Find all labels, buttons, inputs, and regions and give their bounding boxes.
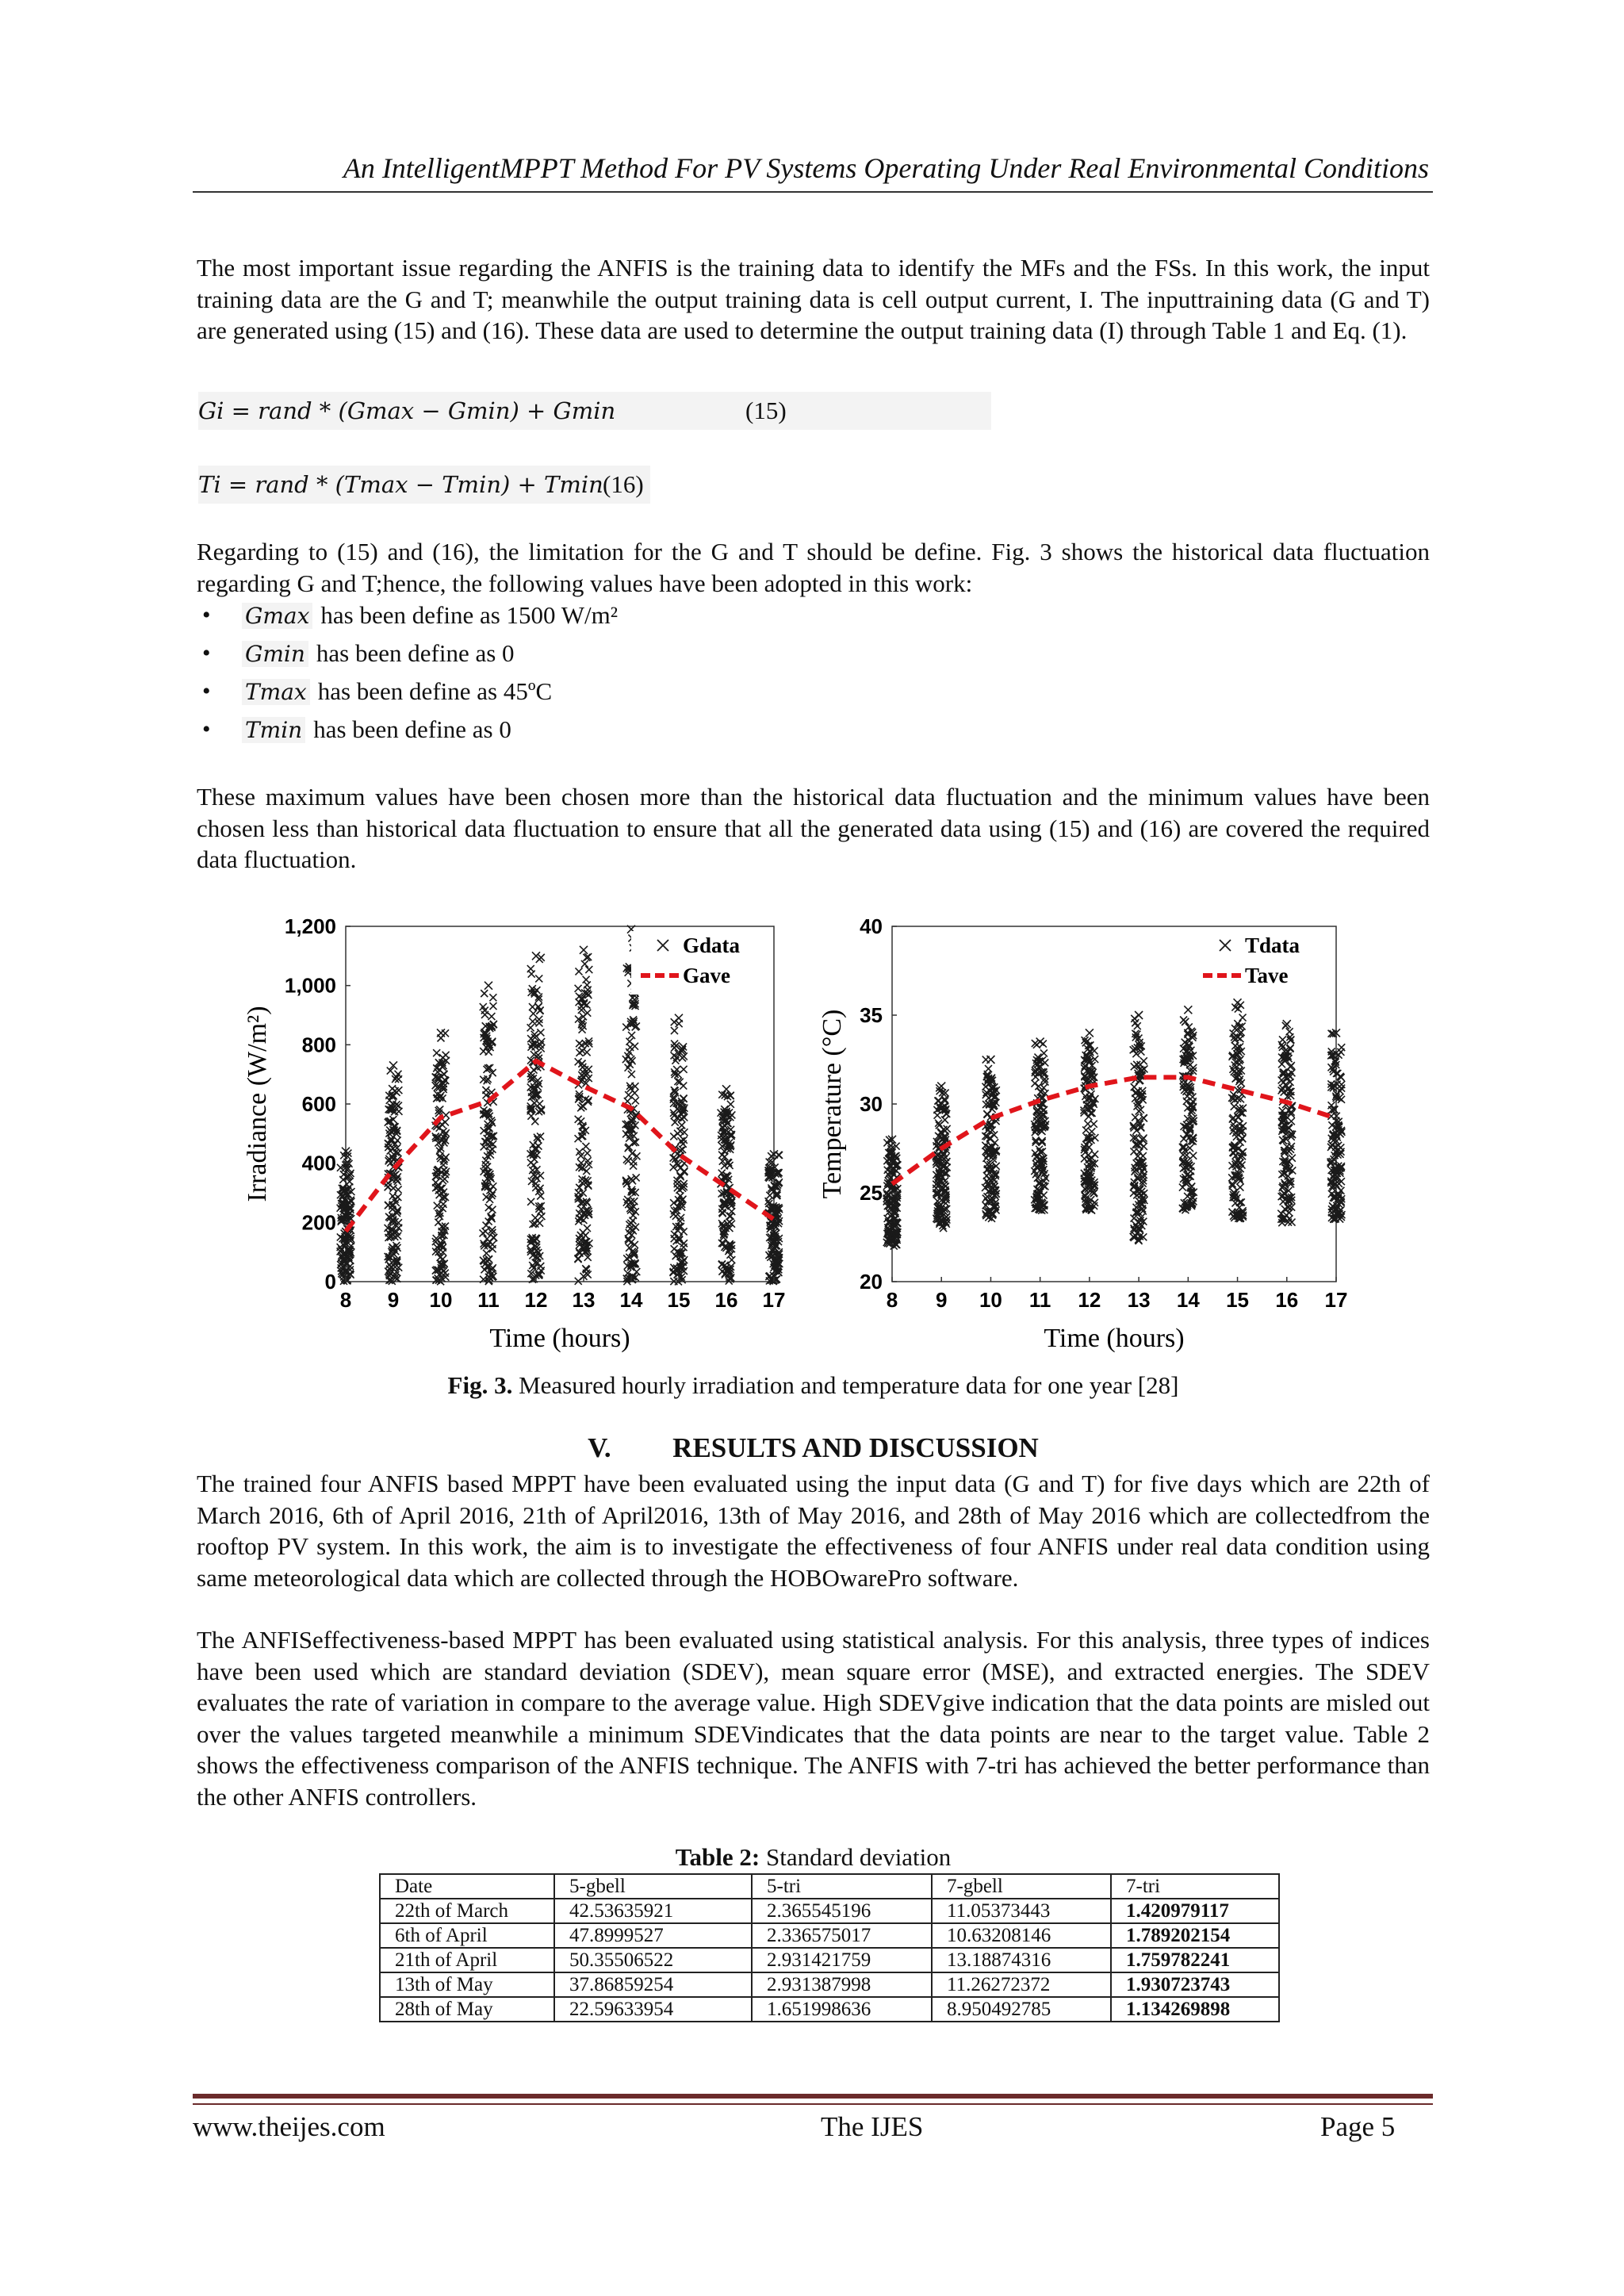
bullet-gmax-var: Gmax [242, 603, 312, 629]
table-cell: 2.336575017 [752, 1923, 932, 1948]
data-point-marker [678, 1121, 685, 1129]
data-point-marker [582, 1143, 589, 1150]
table-cell-best: 1.930723743 [1111, 1972, 1279, 1997]
paragraph-training-data: The most important issue regarding the ANFIS is the training data to identify the MFs and the FSs. In this work, the input training data are the G and T; meanwhile the output training data is cell output current, I. The inputtraining data (G and T) are generated using (15) and (16). These data are used to determine the output training data (I) through Table 1 and Eq. (1). [197, 254, 1430, 344]
data-point-marker [535, 1016, 542, 1023]
x-tick-label: 12 [1078, 1288, 1101, 1312]
figure-caption-label: Fig. 3. [447, 1371, 513, 1399]
y-tick-label: 30 [860, 1092, 883, 1116]
bullet-tmin-text: has been define as 0 [313, 715, 511, 743]
data-point-marker [625, 1064, 632, 1071]
x-tick-label: 9 [935, 1288, 948, 1312]
data-point-marker [488, 1013, 495, 1020]
footer-rule-thin [193, 2103, 1433, 2105]
data-point-marker [575, 1116, 582, 1123]
data-point-marker [1328, 1102, 1335, 1109]
footer-page-number: Page 5 [1320, 2111, 1396, 2142]
footer-website[interactable]: www.theijes.com [193, 2111, 385, 2142]
data-point-marker [538, 1213, 545, 1220]
table-header-5-gbell: 5-gbell [554, 1874, 752, 1899]
table-cell-date: 13th of May [380, 1972, 554, 1997]
data-point-marker [576, 1049, 583, 1056]
data-point-marker [680, 1114, 688, 1121]
table-cell: 42.53635921 [554, 1899, 752, 1923]
x-tick-label: 13 [572, 1288, 596, 1312]
data-point-marker [433, 1049, 440, 1056]
y-tick-label: 1,000 [284, 973, 336, 998]
data-point-marker [671, 1087, 678, 1094]
section-number: V. [588, 1432, 611, 1463]
paragraph-max-min-values: These maximum values have been chosen more than the historical data fluctuation and the minimum values have been chosen less than historical data fluctuation to ensure that all the generated data using (15) and (16) are covered the required data fluctuation. [197, 783, 1430, 873]
data-point-marker [628, 1032, 635, 1039]
average-line-tave [892, 1077, 1336, 1183]
legend-label-average: Gave [683, 964, 730, 987]
footer-journal: The IJES [821, 2111, 924, 2142]
x-tick-label: 16 [714, 1288, 738, 1312]
data-point-marker [481, 990, 488, 997]
data-point-marker [632, 1224, 639, 1231]
table-row [380, 1899, 1279, 1923]
data-point-marker [1230, 1091, 1237, 1098]
legend-label-data: Tdata [1245, 933, 1300, 957]
legend-label-data: Gdata [683, 933, 741, 957]
figure-caption-text: Measured hourly irradiation and temperature data for one year [28] [519, 1371, 1179, 1399]
x-tick-label: 16 [1275, 1288, 1299, 1312]
table-cell: 37.86859254 [554, 1972, 752, 1997]
header-rule [193, 191, 1433, 193]
data-point-marker [529, 1003, 536, 1010]
data-point-marker [1288, 1117, 1295, 1125]
data-point-marker [536, 1100, 543, 1107]
y-tick-label: 1,200 [284, 914, 336, 938]
x-tick-label: 8 [339, 1288, 352, 1312]
data-point-marker [1184, 1104, 1191, 1111]
data-point-marker [1039, 1139, 1046, 1146]
data-point-marker [1084, 1121, 1091, 1128]
data-point-marker [671, 1027, 678, 1034]
data-point-marker [1082, 1126, 1090, 1133]
data-point-marker [442, 1118, 449, 1125]
data-point-marker [1283, 1212, 1290, 1219]
table-cell-date: 22th of March [380, 1899, 554, 1923]
data-point-marker [628, 1071, 635, 1078]
data-point-marker [575, 968, 582, 975]
data-point-marker [1280, 1079, 1287, 1086]
x-tick-label: 15 [667, 1288, 691, 1312]
data-point-marker [489, 1002, 496, 1010]
x-tick-label: 8 [886, 1288, 898, 1312]
table-cell-date: 6th of April [380, 1923, 554, 1948]
data-point-marker [531, 1117, 538, 1125]
bullet-gmin-var: Gmin [242, 641, 308, 667]
bullet-tmin-var: Tmin [242, 717, 305, 743]
x-tick-label: 15 [1226, 1288, 1250, 1312]
table-header-5-tri: 5-tri [752, 1874, 932, 1899]
table-cell: 2.931421759 [752, 1948, 932, 1972]
data-point-marker [632, 1097, 639, 1104]
bullet-tmax-text: has been define as 45ºC [317, 677, 553, 705]
bullet-gmax [202, 596, 1392, 634]
table-cell-best: 1.789202154 [1111, 1923, 1279, 1948]
data-point-marker [1131, 1083, 1138, 1091]
data-point-marker [1089, 1110, 1096, 1117]
equation-16 [198, 466, 650, 504]
y-tick-label: 400 [301, 1151, 336, 1175]
section-title: RESULTS AND DISCUSSION [672, 1432, 1039, 1463]
data-point-marker [1135, 1011, 1143, 1019]
data-point-marker [1189, 1152, 1197, 1159]
data-point-marker [481, 1266, 488, 1273]
table-header-7-gbell: 7-gbell [932, 1874, 1111, 1899]
table-cell: 22.59633954 [554, 1997, 752, 2022]
data-points-tdata [883, 999, 1346, 1249]
data-point-marker [527, 1198, 534, 1205]
y-axis-label: Irradiance (W/m²) [243, 1006, 272, 1202]
table-cell: 11.26272372 [932, 1972, 1111, 1997]
data-point-marker [527, 1113, 534, 1120]
data-point-marker [481, 1011, 488, 1018]
data-point-marker [490, 1234, 497, 1241]
data-point-marker [986, 1056, 994, 1064]
data-point-marker [934, 1098, 941, 1105]
data-point-marker [536, 1220, 543, 1227]
y-tick-label: 35 [860, 1003, 883, 1027]
x-tick-label: 14 [1176, 1288, 1200, 1312]
table-caption-label: Table 2: [675, 1843, 760, 1871]
data-point-marker [1236, 1184, 1243, 1191]
table-cell-date: 21th of April [380, 1948, 554, 1972]
data-point-marker [484, 1163, 491, 1171]
data-point-marker [437, 1029, 445, 1037]
x-tick-label: 14 [619, 1288, 643, 1312]
paragraph-evaluation-days: The trained four ANFIS based MPPT have been evaluated using the input data (G and T) for five days which are 22th of March 2016, 6th of April 2016, 21th of April2016, 13th of May 2016, and 28th of May 2016 which are collectedfrom the rooftop PV system. In this work, the aim is to investigate the effectiveness of four ANFIS under real data condition using same meteorological data which are collected through the HOBOwarePro software. [197, 1470, 1430, 1592]
table-cell-best: 1.420979117 [1111, 1899, 1279, 1923]
equation-15-formula: Gi = rand * (Gmax − Gmin) + Gmin [198, 397, 616, 424]
data-point-marker [727, 1101, 734, 1108]
data-point-marker [1289, 1155, 1296, 1162]
data-point-marker [581, 960, 588, 968]
irradiance-chart [238, 904, 793, 1356]
x-tick-label: 10 [429, 1288, 453, 1312]
data-point-marker [584, 1150, 591, 1157]
footer-rule-thick [193, 2094, 1433, 2099]
average-line-gave [346, 1061, 774, 1232]
data-point-marker [1086, 1029, 1094, 1037]
data-point-marker [575, 1255, 582, 1263]
bullet-gmin-text: has been define as 0 [316, 639, 515, 667]
table-cell: 2.931387998 [752, 1972, 932, 1997]
running-header-title: An IntelligentMPPT Method For PV Systems Operating Under Real Environmental Conditions [343, 152, 1429, 184]
data-point-marker [489, 1245, 496, 1252]
data-point-marker [527, 1024, 534, 1031]
data-point-marker [482, 1228, 489, 1235]
equation-15 [198, 392, 991, 430]
data-point-marker [1140, 1143, 1147, 1150]
data-point-marker [680, 1083, 687, 1090]
paragraph-limitations: Regarding to (15) and (16), the limitation for the G and T should be define. Fig. 3 shows the historical data fluctuation regarding G and T;hence, the following values have been adopted in this work: [197, 538, 1430, 597]
table-cell: 10.63208146 [932, 1923, 1111, 1948]
data-point-marker [440, 1267, 447, 1274]
y-tick-label: 40 [860, 914, 883, 938]
x-tick-label: 12 [524, 1288, 548, 1312]
data-point-marker [1040, 1049, 1048, 1056]
x-tick-label: 13 [1127, 1288, 1151, 1312]
data-point-marker [1134, 1022, 1141, 1029]
table-cell: 1.651998636 [752, 1997, 932, 2022]
bullet-tmax-var: Tmax [242, 679, 310, 705]
data-point-marker [1032, 1080, 1039, 1087]
data-point-marker [529, 1018, 536, 1025]
table-caption-text: Standard deviation [765, 1843, 952, 1871]
bullet-gmin [202, 634, 1392, 673]
table-cell-best: 1.134269898 [1111, 1997, 1279, 2022]
data-point-marker [385, 1140, 392, 1147]
data-point-marker [1289, 1219, 1296, 1226]
table-header-date: Date [380, 1874, 554, 1899]
x-axis-label: Time (hours) [1044, 1324, 1185, 1353]
data-point-marker [583, 1266, 590, 1273]
limits-bullet-list [202, 596, 1392, 749]
table-header-7-tri: 7-tri [1111, 1874, 1279, 1899]
table-row [380, 1997, 1279, 2022]
data-point-marker [1239, 1014, 1247, 1022]
data-point-marker [485, 982, 492, 990]
data-point-marker [670, 1199, 677, 1206]
equation-16-number: (16) [603, 470, 644, 498]
bullet-tmax [202, 673, 1392, 711]
data-point-marker [480, 1048, 487, 1055]
table-cell: 11.05373443 [932, 1899, 1111, 1923]
data-point-marker [933, 1142, 940, 1149]
data-point-marker [728, 1256, 735, 1263]
data-point-marker [766, 1192, 773, 1199]
data-point-marker [627, 1239, 634, 1246]
y-axis-label: Temperature (°C) [818, 1009, 847, 1199]
paragraph-statistical-analysis: The ANFISeffectiveness-based MPPT has been evaluated using statistical analysis. For this analysis, three types of indices have been used which are standard deviation (SDEV), mean square error (MSE), and extracted energies. The SDEV evaluates the rate of variation in compare to the average value. High SDEVgive indication that the data points are misled out over the values targeted meanwhile a minimum SDEVindicates that the data points are near to the target value. Table 2 shows the effectiveness comparison of the ANFIS technique. The ANFIS with 7-tri has achieved the better performance than the other ANFIS controllers. [197, 1626, 1430, 1811]
table-cell: 13.18874316 [932, 1948, 1111, 1972]
x-axis-label: Time (hours) [489, 1324, 630, 1353]
table-row [380, 1923, 1279, 1948]
data-point-marker [722, 1085, 730, 1093]
table-caption [197, 1842, 1430, 1873]
table-cell: 2.365545196 [752, 1899, 932, 1923]
data-point-marker [719, 1209, 726, 1217]
section-heading [197, 1432, 1430, 1464]
data-point-marker [583, 1167, 590, 1175]
bullet-tmin [202, 711, 1392, 749]
data-point-marker [1039, 1137, 1046, 1144]
y-tick-label: 800 [301, 1033, 336, 1057]
data-point-marker [389, 1085, 396, 1092]
equation-16-formula: Ti = rand * (Tmax − Tmin) + Tmin [198, 471, 603, 498]
data-point-marker [985, 1065, 992, 1072]
x-tick-label: 17 [1324, 1288, 1348, 1312]
y-tick-label: 25 [860, 1181, 883, 1205]
data-point-marker [575, 985, 582, 992]
data-point-marker [984, 1111, 991, 1118]
standard-deviation-table [379, 1873, 1280, 2022]
x-tick-label: 11 [477, 1288, 500, 1312]
x-tick-label: 11 [1028, 1288, 1051, 1312]
table-cell-best: 1.759782241 [1111, 1948, 1279, 1972]
y-tick-label: 600 [301, 1092, 336, 1116]
figure-caption [197, 1370, 1430, 1401]
y-tick-label: 200 [301, 1210, 336, 1235]
data-point-marker [726, 1219, 733, 1226]
table-cell: 47.8999527 [554, 1923, 752, 1948]
data-point-marker [585, 966, 592, 973]
data-point-marker [489, 994, 496, 1001]
table-row [380, 1972, 1279, 1997]
data-point-marker [1184, 1006, 1192, 1014]
equation-15-number: (15) [745, 397, 787, 424]
data-point-marker [680, 1244, 688, 1251]
data-point-marker [441, 1175, 448, 1182]
data-point-marker [527, 965, 534, 972]
data-point-marker [535, 975, 542, 982]
data-point-marker [535, 1019, 542, 1026]
x-tick-label: 17 [762, 1288, 786, 1312]
y-tick-label: 0 [324, 1270, 336, 1294]
temperature-chart [801, 904, 1356, 1356]
data-point-marker [630, 1163, 637, 1170]
table-cell: 50.35506522 [554, 1948, 752, 1972]
data-point-marker [575, 1189, 582, 1196]
data-point-marker [483, 1250, 490, 1257]
x-tick-label: 9 [387, 1288, 400, 1312]
table-cell: 8.950492785 [932, 1997, 1111, 2022]
table-cell-date: 28th of May [380, 1997, 554, 2022]
data-point-marker [580, 946, 588, 954]
bullet-gmax-text: has been define as 1500 W/m² [320, 601, 618, 629]
table-row [380, 1948, 1279, 1972]
data-point-marker [671, 1235, 678, 1242]
x-tick-label: 10 [979, 1288, 1002, 1312]
data-point-marker [483, 1194, 490, 1201]
data-point-marker [1132, 1114, 1139, 1121]
data-point-marker [625, 1091, 632, 1098]
y-tick-label: 20 [860, 1270, 883, 1294]
legend-label-average: Tave [1245, 964, 1289, 987]
data-point-marker [675, 1014, 683, 1022]
table-header-row [380, 1874, 1279, 1899]
